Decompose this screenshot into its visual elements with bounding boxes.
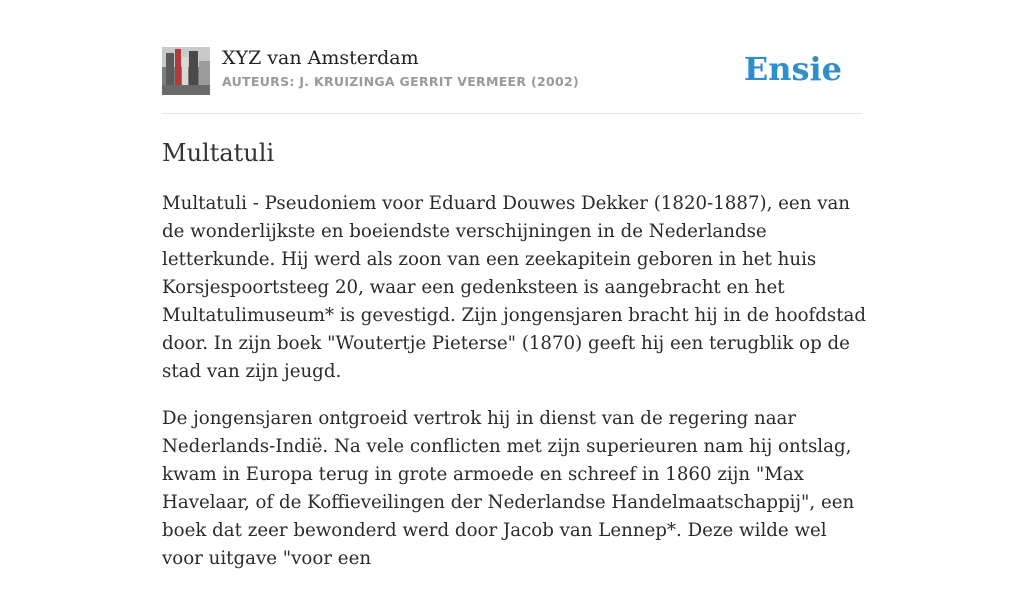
- source-avatar[interactable]: [162, 47, 210, 95]
- article-body: [162, 190, 867, 592]
- avatar-image: [162, 47, 210, 95]
- source-header: [162, 0, 862, 114]
- article-title: Multatuli: [162, 139, 275, 167]
- paragraph: Multatuli - Pseudoniem voor Eduard Douwes Dekker (1820-1887), een van de wonderlijkste en boeiendste verschijningen in de Nederlandse letterkunde. Hij werd als zoon van een zeekapitein geboren in het huis Korsjespoortsteeg 20, waar een gedenksteen is aangebracht en het Multatulimuseum* is gevestigd. Zijn jongensjaren bracht hij in de hoofdstad door. In zijn boek "Woutertje Pieterse" (1870) geeft hij een terugblik op de stad van zijn jeugd.: [162, 193, 867, 382]
- ensie-logo[interactable]: Ensie: [743, 50, 842, 88]
- authors-line: AUTEURS: J. KRUIZINGA GERRIT VERMEER (2002): [222, 74, 579, 89]
- article-container: [162, 0, 867, 569]
- source-title[interactable]: XYZ van Amsterdam: [222, 47, 419, 69]
- paragraph: De jongensjaren ontgroeid vertrok hij in dienst van de regering naar Nederlands-Indië. Na vele conflicten met zijn superieuren nam hij ontslag, kwam in Europa terug in grote armoede en schreef in 1860 zijn "Max Havelaar, of de Koffieveilingen der Nederlandse Handelmaatschappij", een boek dat zeer bewonderd werd door Jacob van Lennep*. Deze wilde wel voor uitgave "voor een: [162, 408, 855, 569]
